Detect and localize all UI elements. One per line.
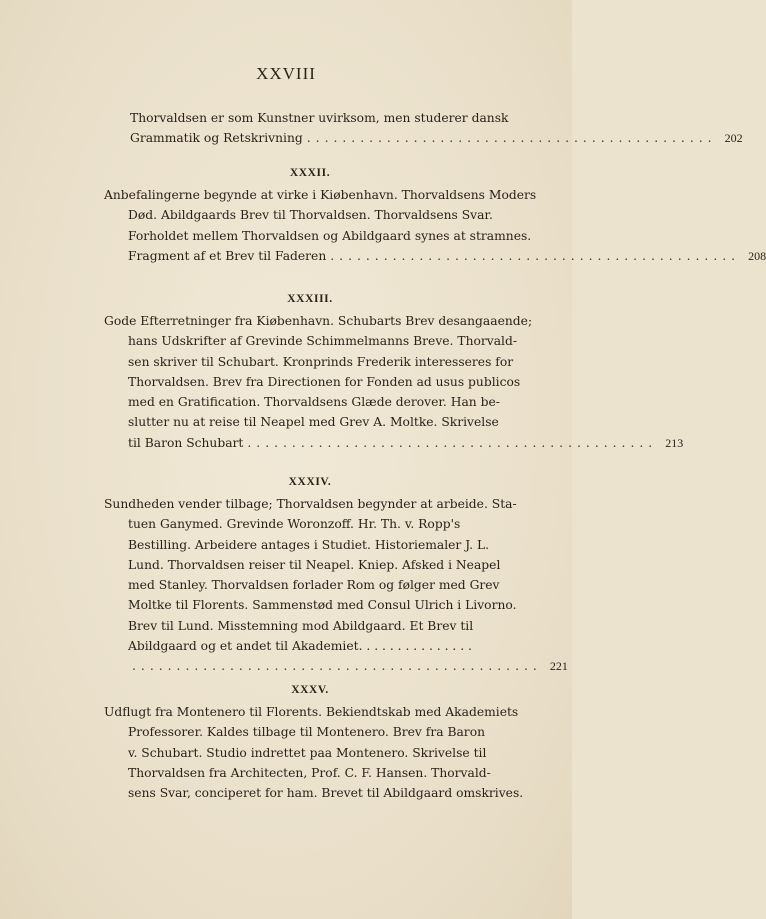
- text-line: Lund. Thorvaldsen reiser til Neapel. Kniep. Afsked i Neapel: [128, 557, 501, 572]
- leader-dots: ..............................................: [330, 248, 741, 263]
- text-line: Udflugt fra Montenero til Florents. Bekiendtskab med Akademiets: [104, 705, 519, 719]
- chapter-title: XXXIV.: [288, 476, 332, 488]
- leader-dots: ..............................................: [306, 131, 717, 146]
- text-line: Sundheden vender tilbage; Thorvaldsen begynder at arbeide. Sta-: [104, 497, 517, 511]
- text-line: Forholdet mellem Thorvaldsen og Abildgaard synes at stramnes.: [128, 228, 532, 243]
- text-line: med Stanley. Thorvaldsen forlader Rom og følger med Grev: [128, 578, 500, 593]
- chapter-xxxii: [104, 167, 766, 266]
- text-line: Fragment af et Brev til Faderen: [128, 248, 327, 263]
- leader-dots: ..............................................: [247, 435, 658, 450]
- chapter-title: XXXV.: [291, 684, 329, 696]
- chapter-title: XXXII.: [289, 167, 331, 179]
- text-line: slutter nu at reise til Neapel med Grev A. Moltke. Skrivelse: [128, 415, 499, 430]
- page-number: 208: [748, 248, 766, 263]
- text-line: Thorvaldsen er som Kunstner uvirksom, men studerer dansk: [130, 111, 509, 125]
- text-line: Grammatik og Retskrivning: [130, 131, 303, 146]
- text-line: Thorvaldsen. Brev fra Directionen for Fonden ad usus publicos: [128, 374, 521, 389]
- text-line: Thorvaldsen fra Architecten, Prof. C. F. Hansen. Thorvald-: [128, 765, 491, 780]
- text-line: v. Schubart. Studio indrettet paa Montenero. Skrivelse til: [128, 745, 487, 760]
- chapter-xxxiii: [104, 293, 684, 453]
- toc-row: [104, 656, 568, 676]
- text-line: Anbefalingerne begynde at virke i Kiøbenhavn. Thorvaldsens Moders: [104, 188, 537, 202]
- text-line: med en Gratification. Thorvaldsens Glæde derover. Han be-: [128, 395, 500, 410]
- leader-dots: ..............................................: [132, 659, 542, 674]
- text-line: Bestilling. Arbeidere antages i Studiet. Historiemaler J. L.: [128, 537, 490, 552]
- text-line: Brev til Lund. Misstemning mod Abildgaard. Et Brev til: [128, 618, 474, 633]
- text-line: tuen Ganymed. Grevinde Woronzoff. Hr. Th. v. Ropp's: [128, 517, 461, 532]
- chapter-xxxiv: [104, 476, 568, 677]
- text-line: Gode Efterretninger fra Kiøbenhavn. Schubarts Brev desangaaende;: [104, 314, 533, 328]
- chapter-title: XXXIII.: [287, 293, 333, 305]
- text-line: sen skriver til Schubart. Kronprinds Frederik interesseres for: [128, 354, 514, 369]
- text-line: sens Svar, conciperet for ham. Brevet til Abildgaard omskrives.: [128, 786, 524, 801]
- toc-row: [130, 128, 743, 148]
- toc-row: [104, 246, 766, 266]
- page-header: XXVIII: [256, 64, 316, 83]
- page-number: 202: [724, 131, 743, 146]
- text-line: Død. Abildgaards Brev til Thorvaldsen. Thorvaldsens Svar.: [128, 208, 493, 223]
- text-line: hans Udskrifter af Grevinde Schimmelmanns Breve. Thorvald-: [128, 334, 518, 349]
- continued-entry: [130, 108, 743, 149]
- chapter-xxxv: [104, 684, 524, 803]
- text-line: Professorer. Kaldes tilbage til Montenero. Brev fra Baron: [128, 725, 486, 740]
- page-number: 213: [665, 435, 684, 450]
- page-number: 221: [549, 659, 568, 674]
- text-line: til Baron Schubart: [128, 435, 244, 450]
- text-line: Abildgaard og et andet til Akademiet. . . . . . . . . . . . . . .: [128, 639, 472, 654]
- text-line: Moltke til Florents. Sammenstød med Consul Ulrich i Livorno.: [128, 598, 517, 613]
- toc-row: [104, 433, 684, 453]
